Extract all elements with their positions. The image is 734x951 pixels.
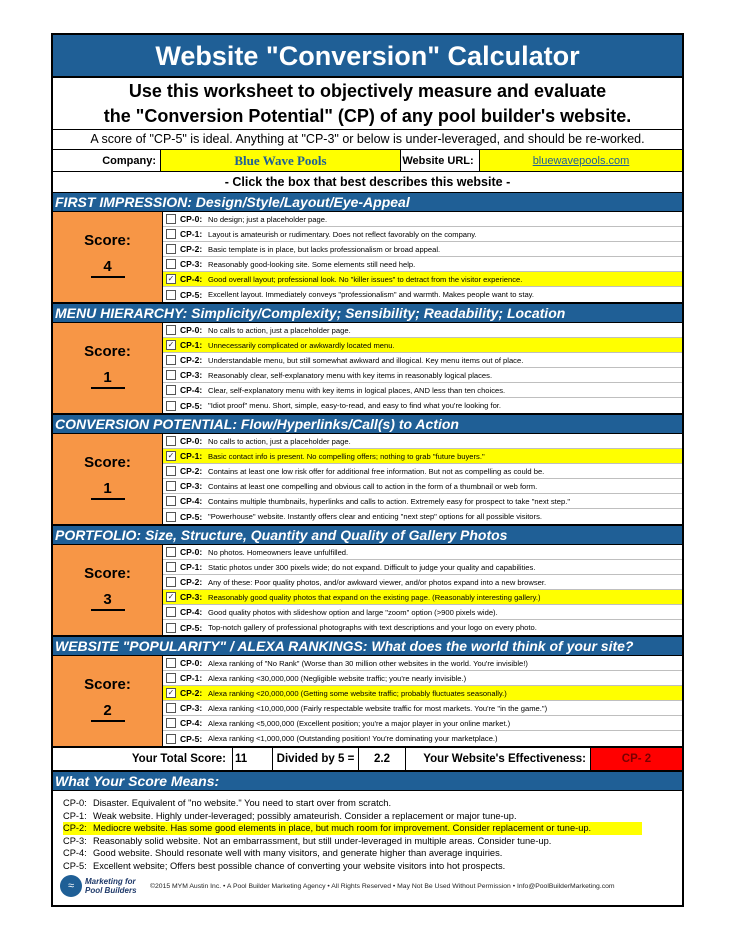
logo-line-2: Pool Builders	[85, 886, 137, 895]
option-description: Alexa ranking <20,000,000 (Getting some website traffic; probably fluctuates seasonally.)	[208, 688, 507, 698]
meaning-text: Reasonably solid website. Not an embarrassment, but still under-leveraged in multiple areas. Consider tune-up.	[93, 835, 552, 846]
option-checkbox[interactable]: ✓	[167, 451, 175, 460]
copyright: ©2015 MYM Austin Inc. • A Pool Builder Marketing Agency • All Rights Reserved • May Not Be Used Without Permission • Info@PoolBuilderMarketing.com	[150, 882, 615, 890]
option-row[interactable]	[163, 257, 682, 272]
section-header: FIRST IMPRESSION: Design/Style/Layout/Eye-Appeal	[53, 193, 682, 212]
option-row[interactable]	[163, 716, 682, 731]
option-description: Unnecessarily complicated or awkwardly located menu.	[208, 340, 395, 350]
option-checkbox[interactable]: ✓	[167, 340, 175, 349]
option-row[interactable]	[163, 671, 682, 686]
option-description: Reasonably good-looking site. Some elements still need help.	[208, 259, 416, 269]
total-score-value: 11	[233, 748, 273, 770]
meaning-text: Excellent website; Offers best possible chance of converting your website visitors into hot prospects.	[93, 860, 506, 871]
option-code: CP-3:	[180, 259, 203, 269]
option-description: Understandable menu, but still somewhat awkward and illogical. Key menu items out of place.	[208, 355, 524, 365]
option-checkbox[interactable]: ✓	[167, 688, 175, 697]
option-code: CP-2:	[180, 688, 203, 698]
option-row[interactable]	[163, 605, 682, 620]
option-code: CP-0:	[180, 658, 203, 668]
option-row[interactable]	[163, 731, 682, 746]
option-list	[163, 545, 682, 635]
score-section	[53, 323, 682, 415]
section-header: WEBSITE "POPULARITY" / ALEXA RANKINGS: What does the world think of your site?	[53, 637, 682, 656]
option-code: CP-3:	[180, 481, 203, 491]
divided-value: 2.2	[359, 748, 406, 770]
option-row[interactable]	[163, 242, 682, 257]
totals-row	[53, 748, 682, 772]
option-code: CP-5:	[180, 733, 203, 744]
option-list	[163, 656, 682, 746]
option-description: Basic template is in place, but lacks professionalism or broad appeal.	[208, 244, 441, 254]
option-description: Good overall layout; professional look. No "killer issues" to detract from the visitor experience.	[208, 274, 523, 284]
option-row[interactable]	[163, 338, 682, 353]
option-row[interactable]	[163, 545, 682, 560]
score-label: Score:	[84, 232, 131, 249]
meaning-row	[63, 822, 642, 835]
section-header: MENU HIERARCHY: Simplicity/Complexity; Sensibility; Readability; Location	[53, 304, 682, 323]
option-row[interactable]	[163, 272, 682, 287]
meaning-text: Mediocre website. Has some good elements in place, but much room for improvement. Consider replacement or tune-up.	[93, 823, 592, 833]
footer	[60, 870, 670, 902]
meaning-row	[63, 810, 682, 823]
option-code: CP-1:	[180, 229, 203, 239]
option-description: Layout is amateurish or rudimentary. Does not reflect favorably on the company.	[208, 229, 477, 239]
instruction: - Click the box that best describes this website -	[53, 172, 682, 193]
option-code: CP-5:	[180, 622, 203, 633]
option-code: CP-2:	[180, 466, 203, 476]
company-field[interactable]: Blue Wave Pools	[161, 150, 401, 171]
score-box	[53, 212, 163, 302]
option-description: Good quality photos with slideshow option and large "zoom" option (>900 pixels wide).	[208, 607, 498, 617]
option-row[interactable]	[163, 353, 682, 368]
option-checkbox[interactable]	[166, 355, 176, 365]
option-code: CP-4:	[180, 718, 203, 728]
option-checkbox[interactable]	[166, 244, 176, 254]
company-label: Company:	[53, 150, 161, 171]
score-box	[53, 545, 163, 635]
option-description: Alexa ranking <10,000,000 (Fairly respectable website traffic for most markets. You're "in the game.")	[208, 703, 548, 713]
section-header: PORTFOLIO: Size, Structure, Quantity and Quality of Gallery Photos	[53, 526, 682, 545]
info-row	[53, 150, 682, 172]
divided-label: Divided by 5 =	[273, 748, 359, 770]
score-section	[53, 545, 682, 637]
subtitle-line-1: Use this worksheet to objectively measure and evaluate	[128, 81, 607, 101]
score-value: 3	[91, 591, 125, 611]
option-description: "Powerhouse" website. Instantly offers clear and enticing "next step" options for all possible visitors.	[208, 512, 542, 521]
option-description: No calls to action, just a placeholder page.	[208, 436, 351, 446]
option-checkbox[interactable]	[166, 385, 176, 395]
score-value: 2	[91, 702, 125, 722]
option-row[interactable]	[163, 227, 682, 242]
option-code: CP-2:	[180, 244, 203, 254]
option-checkbox[interactable]	[166, 734, 176, 744]
option-row[interactable]	[163, 479, 682, 494]
option-checkbox[interactable]	[166, 703, 176, 713]
option-row[interactable]	[163, 656, 682, 671]
meaning-header: What Your Score Means:	[53, 772, 682, 791]
option-checkbox[interactable]	[166, 290, 176, 300]
option-row[interactable]	[163, 686, 682, 701]
option-checkbox[interactable]	[166, 512, 176, 522]
option-row[interactable]	[163, 434, 682, 449]
option-row[interactable]	[163, 560, 682, 575]
option-code: CP-5:	[180, 400, 203, 411]
option-description: Reasonably clear, self-explanatory menu with key items in reasonably logical places.	[208, 370, 493, 380]
option-code: CP-1:	[180, 340, 203, 350]
option-code: CP-1:	[180, 673, 203, 683]
option-row[interactable]	[163, 464, 682, 479]
option-code: CP-4:	[180, 274, 203, 284]
option-checkbox[interactable]	[166, 259, 176, 269]
option-code: CP-0:	[180, 325, 203, 335]
option-checkbox[interactable]	[166, 214, 176, 224]
option-checkbox[interactable]	[166, 370, 176, 380]
option-checkbox[interactable]	[166, 466, 176, 476]
option-checkbox[interactable]	[166, 718, 176, 728]
option-row[interactable]	[163, 449, 682, 464]
option-code: CP-5:	[180, 289, 203, 300]
option-code: CP-3:	[180, 370, 203, 380]
option-checkbox[interactable]	[166, 229, 176, 239]
option-description: Excellent layout. Immediately conveys "professionalism" and warmth. Makes people want to stay.	[208, 290, 535, 299]
option-list	[163, 212, 682, 302]
option-checkbox[interactable]	[166, 401, 176, 411]
option-description: Contains at least one low risk offer for additional free information. But not as compelling as could be.	[208, 466, 545, 476]
option-code: CP-0:	[180, 547, 203, 557]
option-row[interactable]	[163, 620, 682, 635]
score-value: 1	[91, 480, 125, 500]
option-row[interactable]	[163, 701, 682, 716]
option-code: CP-3:	[180, 703, 203, 713]
meaning-row	[63, 835, 682, 848]
option-checkbox[interactable]	[166, 547, 176, 557]
option-row[interactable]	[163, 398, 682, 413]
option-checkbox[interactable]	[166, 673, 176, 683]
score-box	[53, 323, 163, 413]
effectiveness-value: CP- 2	[591, 748, 682, 770]
meaning-code: CP-2:	[63, 823, 87, 833]
logo-line-1: Marketing for	[85, 877, 136, 886]
option-description: Any of these: Poor quality photos, and/or awkward viewer, and/or photos expand into a new browser.	[208, 577, 547, 587]
option-description: Contains at least one compelling and obvious call to action in the form of a thumbnail or web form.	[208, 481, 538, 491]
meaning-code: CP-0:	[63, 798, 87, 808]
option-checkbox[interactable]	[166, 481, 176, 491]
option-code: CP-4:	[180, 496, 203, 506]
option-row[interactable]	[163, 323, 682, 338]
meaning-code: CP-5:	[63, 860, 87, 871]
option-row[interactable]	[163, 383, 682, 398]
section-header: CONVERSION POTENTIAL: Flow/Hyperlinks/Call(s) to Action	[53, 415, 682, 434]
logo-icon: ≈	[60, 875, 82, 897]
score-box	[53, 656, 163, 746]
score-value: 1	[91, 369, 125, 389]
option-checkbox[interactable]	[166, 577, 176, 587]
option-description: Alexa ranking <1,000,000 (Outstanding position! You're dominating your marketplace.)	[208, 734, 498, 743]
option-description: Alexa ranking of "No Rank" (Worse than 30 million other websites in the world. You're invisible!)	[208, 658, 528, 668]
meaning-code: CP-3:	[63, 835, 87, 846]
subtitle-line-2: the "Conversion Potential" (CP) of any pool builder's website.	[103, 106, 632, 126]
option-list	[163, 434, 682, 524]
option-description: No photos. Homeowners leave unfulfilled.	[208, 547, 349, 557]
option-row[interactable]	[163, 590, 682, 605]
option-code: CP-2:	[180, 577, 203, 587]
option-row[interactable]	[163, 575, 682, 590]
score-note: A score of "CP-5" is ideal. Anything at "CP-3" or below is under-leveraged, and should be re-worked.	[53, 130, 682, 150]
option-checkbox[interactable]	[166, 496, 176, 506]
option-row[interactable]	[163, 494, 682, 509]
calculator-sheet	[51, 33, 684, 907]
option-row[interactable]	[163, 212, 682, 227]
option-code: CP-4:	[180, 607, 203, 617]
score-label: Score:	[84, 676, 131, 693]
option-checkbox[interactable]	[166, 436, 176, 446]
option-code: CP-0:	[180, 214, 203, 224]
option-checkbox[interactable]	[166, 562, 176, 572]
option-description: Contains multiple thumbnails, hyperlinks and calls to action. Extremely easy for prospect to take "next step."	[208, 496, 571, 506]
score-label: Score:	[84, 565, 131, 582]
url-field[interactable]: bluewavepools.com	[480, 150, 682, 171]
option-code: CP-0:	[180, 436, 203, 446]
url-label: Website URL:	[401, 150, 480, 171]
option-description: Basic contact info is present. No compelling offers; nothing to grab "future buyers."	[208, 451, 485, 461]
option-row[interactable]	[163, 509, 682, 524]
option-description: Top-notch gallery of professional photographs with text descriptions and your logo on every photo.	[208, 623, 537, 632]
score-section	[53, 212, 682, 304]
subtitle	[53, 78, 682, 130]
option-description: No design; just a placeholder page.	[208, 214, 328, 224]
score-section	[53, 434, 682, 526]
option-code: CP-5:	[180, 511, 203, 522]
option-checkbox[interactable]: ✓	[167, 274, 175, 283]
option-description: Static photos under 300 pixels wide; do not expand. Difficult to judge your quality and capabilities.	[208, 562, 536, 572]
option-list	[163, 323, 682, 413]
option-code: CP-4:	[180, 385, 203, 395]
meaning-text: Good website. Should resonate well with many visitors, and generate higher than average inquiries.	[93, 848, 503, 858]
option-checkbox[interactable]	[166, 607, 176, 617]
option-description: Alexa ranking <5,000,000 (Excellent position; you're a major player in your online market.)	[208, 718, 511, 728]
effectiveness-label: Your Website's Effectiveness:	[406, 748, 591, 770]
meaning-text: Weak website. Highly under-leveraged; possibly amateurish. Consider a replacement or major tune-up.	[93, 810, 517, 821]
total-score-label: Your Total Score:	[53, 748, 233, 770]
company-logo	[60, 871, 148, 901]
option-description: Clear, self-explanatory menu with key items in logical places, AND less than ten choices.	[208, 385, 506, 395]
option-code: CP-2:	[180, 355, 203, 365]
score-value: 4	[91, 258, 125, 278]
option-code: CP-3:	[180, 592, 203, 602]
option-code: CP-1:	[180, 562, 203, 572]
meaning-text: Disaster. Equivalent of "no website." You need to start over from scratch.	[93, 798, 392, 808]
meaning-row	[63, 847, 682, 860]
meaning-row	[63, 797, 682, 810]
option-checkbox[interactable]: ✓	[167, 592, 175, 601]
sections-container	[53, 193, 682, 748]
option-checkbox[interactable]	[166, 623, 176, 633]
option-row[interactable]	[163, 368, 682, 383]
option-description: No calls to action, just a placeholder page.	[208, 325, 351, 335]
option-description: Reasonably good quality photos that expand on the existing page. (Reasonably interesting gallery.)	[208, 592, 541, 602]
option-description: "Idiot proof" menu. Short, simple, easy-to-read, and easy to find what you're looking for.	[208, 401, 502, 410]
option-checkbox[interactable]	[166, 658, 176, 668]
score-label: Score:	[84, 343, 131, 360]
option-checkbox[interactable]	[166, 325, 176, 335]
score-box	[53, 434, 163, 524]
meaning-code: CP-1:	[63, 810, 87, 821]
meaning-code: CP-4:	[63, 848, 87, 858]
option-row[interactable]	[163, 287, 682, 302]
score-section	[53, 656, 682, 748]
option-code: CP-1:	[180, 451, 203, 461]
option-description: Alexa ranking <30,000,000 (Negligible website traffic; you're nearly invisible.)	[208, 673, 467, 683]
page-title: Website "Conversion" Calculator	[53, 35, 682, 78]
score-label: Score:	[84, 454, 131, 471]
